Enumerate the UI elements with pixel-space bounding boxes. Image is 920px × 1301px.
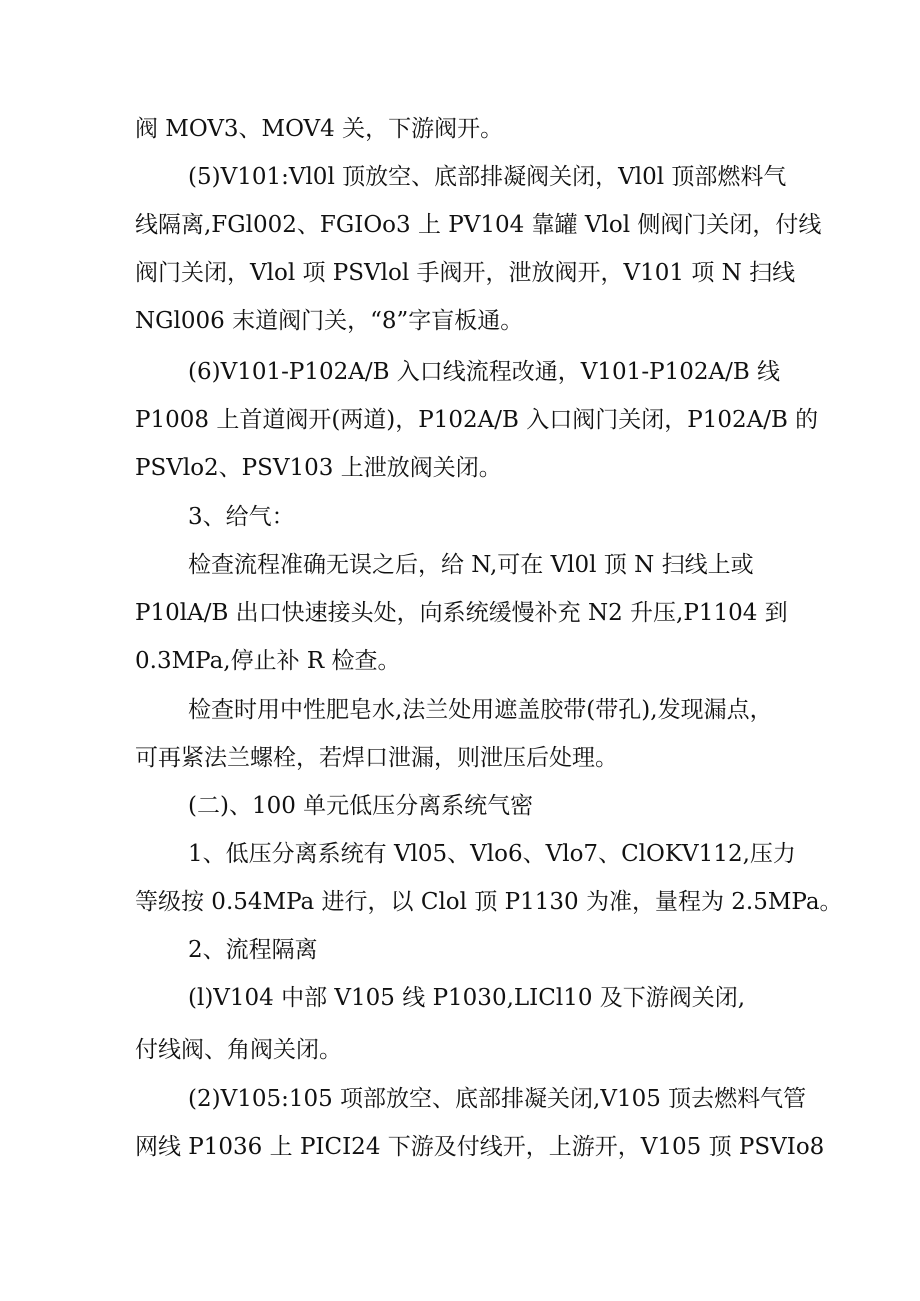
section-heading: 3、给气： — [188, 504, 295, 530]
text-line: (5)V101:Vl0l 顶放空、底部排凝阀关闭，Vl0l 顶部燃料气 — [188, 164, 787, 190]
text-line: P10lA/B 出口快速接头处，向系统缓慢补充 N2 升压,P1104 到 — [135, 600, 788, 626]
section-heading: (二)、100 单元低压分离系统气密 — [188, 793, 534, 819]
text-line: (2)V105:105 项部放空、底部排凝关闭,V105 顶去燃料气管 — [188, 1086, 807, 1112]
text-line: NGl006 末道阀门关，“8”字盲板通。 — [135, 308, 524, 334]
text-line: 网线 P1036 上 PICI24 下游及付线开，上游开，V105 顶 PSVIo8 — [135, 1134, 825, 1160]
section-heading: 2、流程隔离 — [188, 937, 318, 963]
text-line: 0.3MPa,停止补 R 检查。 — [135, 648, 401, 674]
text-line: P1008 上首道阀开(两道)，P102A/B 入口阀门关闭，P102A/B 的 — [135, 407, 819, 433]
text-line: 付线阀、角阀关闭。 — [135, 1037, 342, 1063]
text-line: (l)V104 中部 V105 线 P1030,LICl10 及下游阀关闭, — [188, 985, 746, 1011]
text-line: (6)V101-P102A/B 入口线流程改通，V101-P102A/B 线 — [188, 359, 781, 385]
text-line: 阀门关闭，Vlol 项 PSVlol 手阀开，泄放阀开，V101 项 N 扫线 — [135, 260, 796, 286]
text-line: 可再紧法兰螺栓，若焊口泄漏，则泄压后处理。 — [135, 745, 618, 771]
text-line: 检查时用中性肥皂水,法兰处用遮盖胶带(带孔),发现漏点， — [188, 697, 773, 723]
text-line: PSVlo2、PSV103 上泄放阀关闭。 — [135, 455, 502, 481]
text-line: 阀 MOV3、MOV4 关，下游阀开。 — [135, 116, 504, 142]
text-line: 检查流程准确无误之后，给 N,可在 Vl0l 顶 N 扫线上或 — [188, 552, 754, 578]
text-line: 1、低压分离系统有 Vl05、Vlo6、Vlo7、ClOKV112,压力 — [188, 841, 796, 867]
text-line: 线隔离,FGl002、FGIOo3 上 PV104 靠罐 Vlol 侧阀门关闭，付线 — [135, 212, 822, 238]
text-line: 等级按 0.54MPa 进行，以 Clol 顶 P1130 为准，量程为 2.5MPa。 — [135, 889, 843, 915]
